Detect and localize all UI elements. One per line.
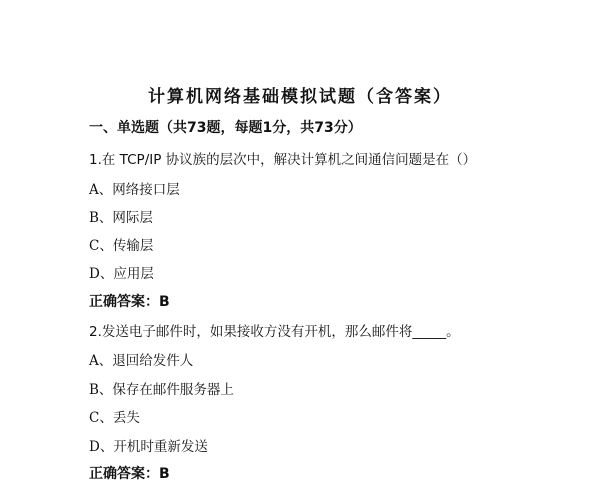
document-title: 计算机网络基础模拟试题（含答案） — [148, 87, 452, 107]
question-1-option-a: A、网络接口层 — [89, 182, 180, 198]
question-2-option-d: D、开机时重新发送 — [89, 439, 208, 455]
question-1-answer: 正确答案：B — [89, 294, 170, 310]
question-2-stem: 2.发送电子邮件时，如果接收方没有开机，那么邮件将_____。 — [89, 324, 460, 340]
question-1-stem: 1.在 TCP/IP 协议族的层次中，解决计算机之间通信问题是在（） — [89, 152, 477, 168]
question-1-option-d: D、应用层 — [89, 266, 154, 282]
question-2-answer: 正确答案：B — [89, 466, 170, 482]
question-2-option-a: A、退回给发件人 — [89, 353, 194, 369]
section-heading: 一、单选题（共73题，每题1分，共73分） — [89, 120, 362, 136]
question-1-option-b: B、网际层 — [89, 210, 153, 226]
question-1-option-c: C、传输层 — [89, 238, 154, 254]
question-2-option-c: C、丢失 — [89, 410, 140, 426]
question-2-option-b: B、保存在邮件服务器上 — [89, 382, 234, 398]
